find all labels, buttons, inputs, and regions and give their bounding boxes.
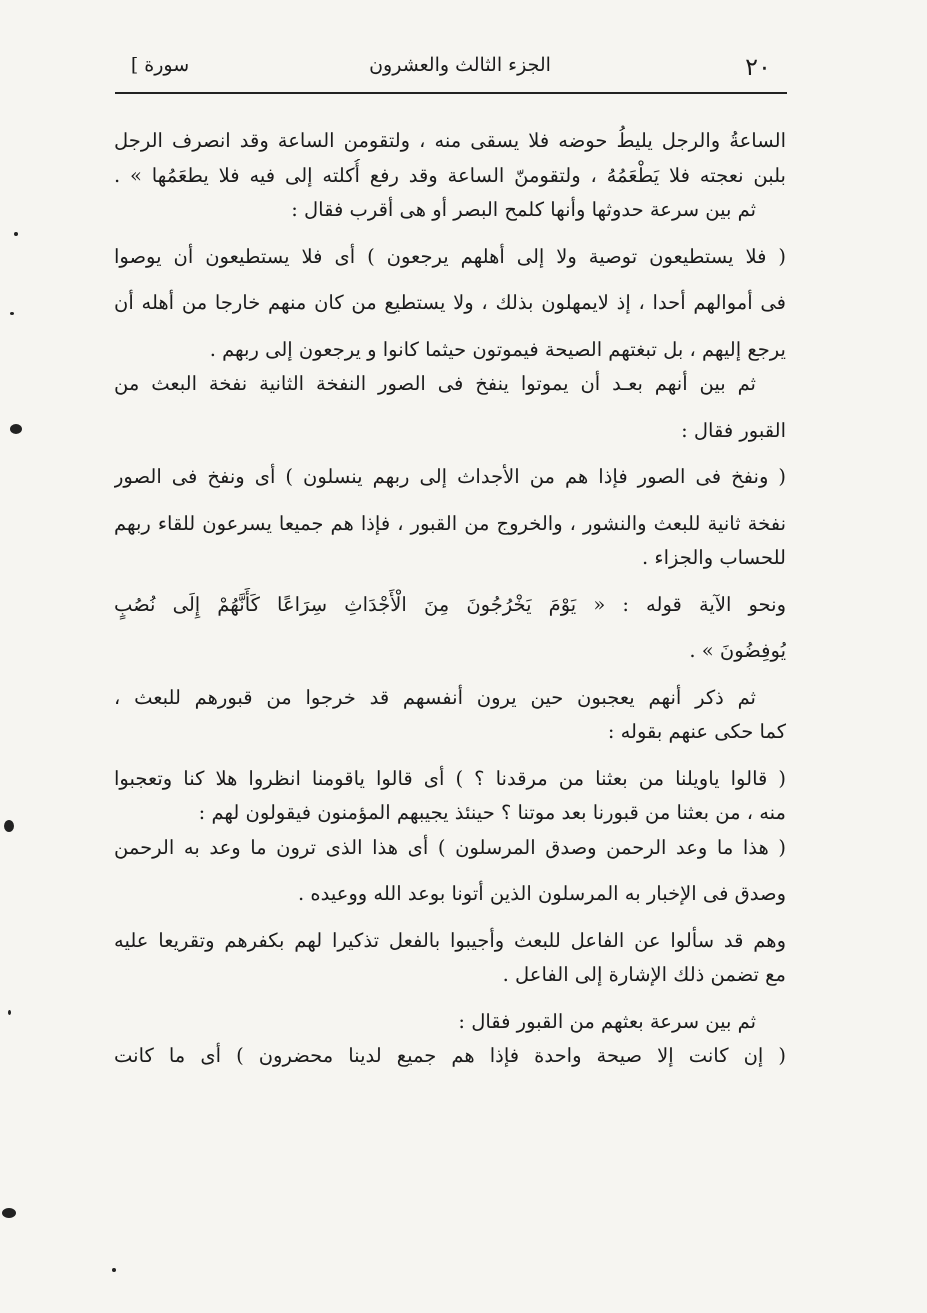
text-line: القبور فقال : <box>681 418 786 442</box>
page-number: ٢٠ <box>745 53 771 81</box>
page-body-text <box>114 124 786 1264</box>
scan-speck <box>10 312 14 315</box>
header-rule <box>115 92 787 94</box>
scan-speck <box>2 1208 16 1218</box>
text-line: منه ، من بعثنا من قبورنا بعد موتنا ؟ حينئذ يجيبهم المؤمنون فيقولون لهم : <box>198 801 786 824</box>
text-line: بلبن نعجته فلا يَطْعَمُهُ ، ولتقومنّ الساعة وقد رفع أُكلته إلى فيه فلا يطعَمُها » . <box>114 163 786 187</box>
surah-label: [ سورة <box>130 54 190 76</box>
text-line: وصدق فى الإخبار به المرسلون الذين أتونا بوعد الله ووعيده . <box>298 882 786 905</box>
text-line: الساعةُ والرجل يليطُ حوضه فلا يسقى منه ، ولتقومن الساعة وقد انصرف الرجل <box>114 129 786 152</box>
quran-quote-line: يُوفِضُونَ » . <box>689 639 786 662</box>
text-line: ثم بين سرعة حدوثها وأنها كلمح البصر أو هى أقرب فقال : <box>291 198 756 221</box>
text-line: يرجع إليهم ، بل تبغتهم الصيحة فيموتون حيثما كانوا و يرجعون إلى ربهم . <box>209 337 786 361</box>
scan-speck <box>4 820 14 832</box>
running-header-title: الجزء الثالث والعشرون <box>369 54 551 76</box>
text-line: ( ونفخ فى الصور فإذا هم من الأجداث إلى ربهم ينسلون ) أى ونفخ فى الصور <box>114 465 786 488</box>
text-line: ( إن كانت إلا صيحة واحدة فإذا هم جميع لدينا محضرون ) أى ما كانت <box>114 1044 786 1067</box>
quran-quote-line: ونحو الآية قوله : « يَوْمَ يَخْرُجُونَ مِنَ الْأَجْدَاثِ سِرَاعًا كَأَنَّهُمْ إِلَى نُصُبٍ <box>114 592 786 616</box>
text-line: ( فلا يستطيعون توصية ولا إلى أهلهم يرجعون ) أى فلا يستطيعون أن يوصوا <box>114 244 786 268</box>
text-line: نفخة ثانية للبعث والنشور ، والخروج من القبور ، فإذا هم جميعا يسرعون للقاء ربهم <box>114 511 786 535</box>
text-line: كما حكى عنهم بقوله : <box>607 720 786 743</box>
text-line: وهم قد سألوا عن الفاعل للبعث وأجيبوا بالفعل تذكيرا لهم بكفرهم وتقريعا عليه <box>114 928 786 952</box>
scan-speck <box>112 1268 116 1272</box>
text-line: ثم بين سرعة بعثهم من القبور فقال : <box>458 1009 756 1033</box>
scan-speck <box>8 1010 11 1015</box>
text-line: ثم ذكر أنهم يعجبون حين يرون أنفسهم قد خرجوا من قبورهم للبعث ، <box>114 685 756 709</box>
text-line: ( قالوا ياويلنا من بعثنا من مرقدنا ؟ ) أى قالوا ياقومنا انظروا هلا كنا وتعجبوا <box>114 766 786 790</box>
scan-speck <box>10 424 22 434</box>
text-line: للحساب والجزاء . <box>642 546 786 569</box>
text-line: ثم بين أنهم بعـد أن يموتوا ينفخ فى الصور النفخة الثانية نفخة البعث من <box>114 372 756 395</box>
text-line: مع تضمن ذلك الإشارة إلى الفاعل . <box>502 963 786 986</box>
text-line: ( هذا ما وعد الرحمن وصدق المرسلون ) أى هذا الذى ترون ما وعد به الرحمن <box>114 835 786 859</box>
scan-speck <box>14 232 18 236</box>
text-line: فى أموالهم أحدا ، إذ لايمهلون بذلك ، ولا يستطيع من كان منهم خارجا من أهله أن <box>114 291 786 314</box>
